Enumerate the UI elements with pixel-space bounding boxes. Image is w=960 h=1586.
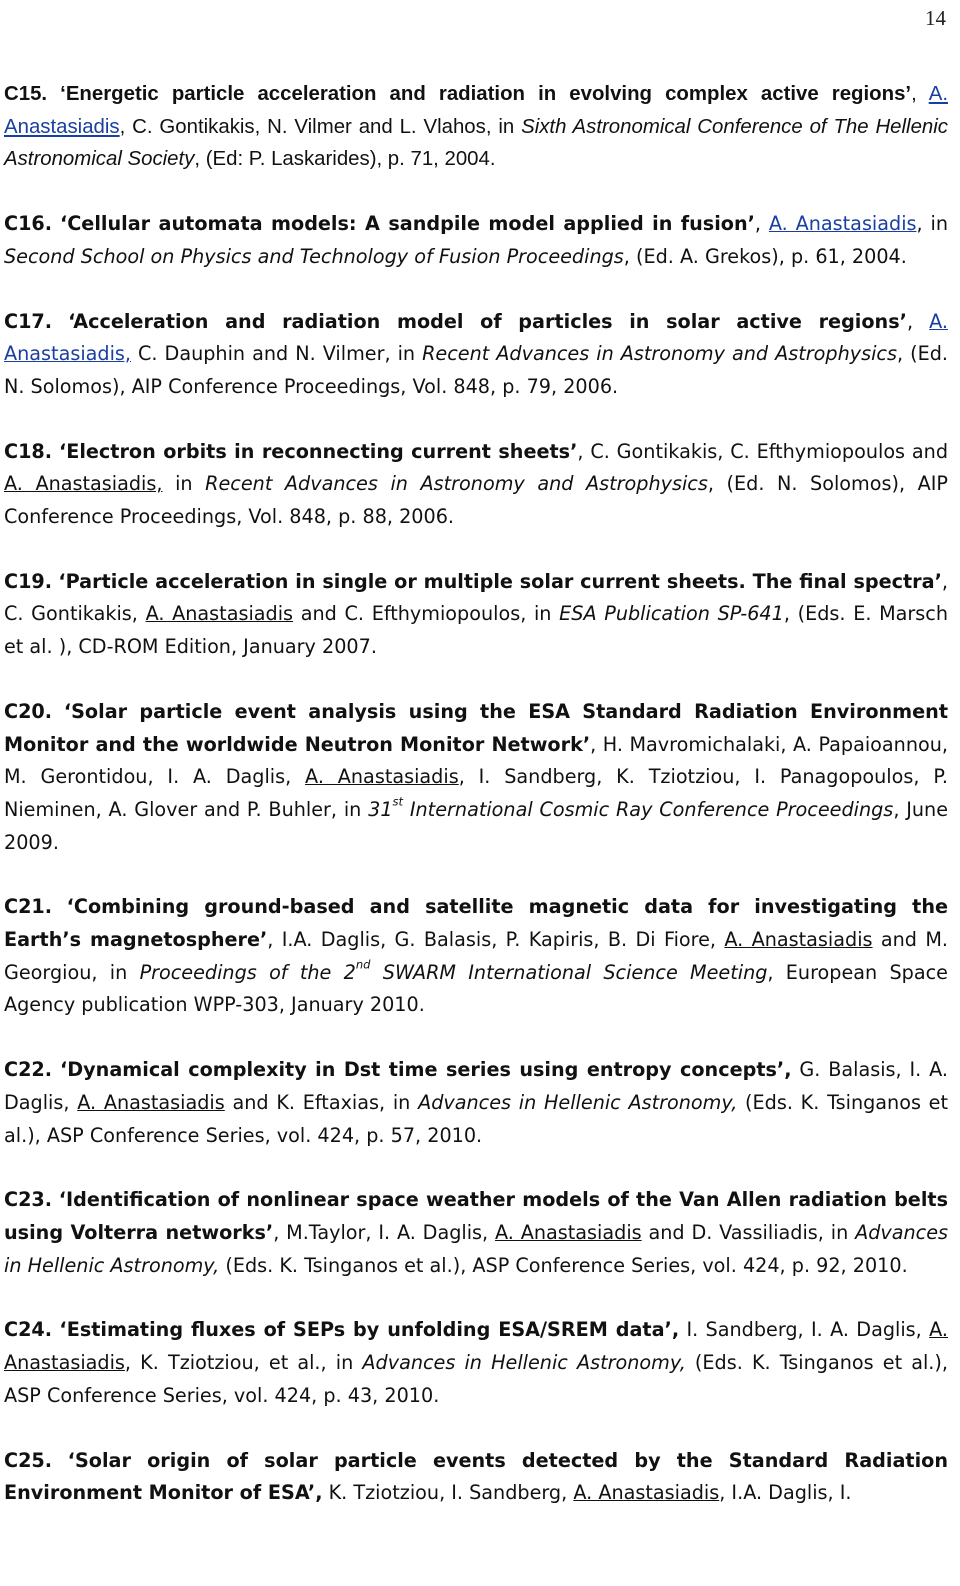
entry-title: ‘Solar particle event analysis using the ESA Standard Radiation Environment Monitor and the worldwide Neutron Monitor Network’	[4, 699, 948, 756]
entry-title: ‘Identification of nonlinear space weather models of the Van Allen radiation belts using Volterra networks’	[4, 1188, 948, 1244]
author-highlight: A. Anastasiadis,	[4, 472, 163, 496]
entry-authors-pre: ,	[754, 212, 769, 236]
entry-title: ‘Combining ground-based and satellite magnetic data for investigating the Earth’s magnetosphere’	[4, 895, 948, 952]
entry-title: ‘Solar origin of solar particle events detected by the Standard Radiation Environment Monitor of ESA’,	[4, 1448, 948, 1505]
entry-venue: Advances in Hellenic Astronomy,	[362, 1351, 686, 1375]
entry-authors-pre: , M.Taylor, I. A. Daglis,	[273, 1220, 495, 1244]
entry-venue-ordinal: st	[392, 794, 404, 809]
entry-tail: , (Ed. A. Grekos), p. 61, 2004.	[623, 244, 907, 268]
author-highlight: A. Anastasiadis	[145, 602, 294, 626]
entry-authors-post: , K. Tziotziou, et al., in	[124, 1351, 363, 1375]
entry-id: C20.	[4, 699, 53, 723]
entry-venue: International Cosmic Ray Conference Proceedings	[403, 797, 894, 821]
entry-tail: , European Space Agency publication WPP-303, January 2010.	[4, 960, 948, 1017]
publication-entry-c17	[4, 306, 948, 404]
publication-entry-c16	[4, 208, 948, 273]
entry-authors-pre: , H. Mavromichalaki, A. Papaioannou, M. Gerontidou, I. A. Daglis,	[4, 732, 948, 789]
author-highlight: A. Anastasiadis	[495, 1220, 642, 1244]
publication-entry-c18	[4, 436, 948, 534]
entry-id: C24.	[4, 1318, 53, 1342]
entry-id: C21.	[4, 895, 53, 919]
entry-authors-post: and K. Eftaxias, in	[224, 1090, 419, 1114]
entry-venue-prefix: 31	[368, 797, 393, 821]
author-highlight: A. Anastasiadis	[77, 1090, 225, 1114]
entry-authors-pre: ,	[906, 309, 930, 333]
author-highlight: A. Anastasiadis	[4, 1318, 948, 1375]
entry-id: C19.	[4, 569, 53, 593]
entry-title: ‘Cellular automata models: A sandpile model applied in fusion’	[59, 212, 755, 236]
entry-title: ‘Energetic particle acceleration and radiation in evolving complex active regions’	[60, 83, 912, 105]
entry-venue-ordinal: nd	[355, 957, 371, 972]
entry-authors-post: , C. Gontikakis, N. Vilmer and L. Vlahos, in	[119, 115, 522, 138]
author-highlight: A. Anastasiadis	[4, 83, 948, 138]
entry-title: ‘Acceleration and radiation model of particles in solar active regions’	[68, 309, 907, 333]
entry-title: ‘Estimating fluxes of SEPs by unfolding ESA/SREM data’,	[59, 1318, 680, 1342]
publication-entry-c23	[4, 1184, 948, 1282]
entry-title: ‘Particle acceleration in single or multiple solar current sheets. The final spectra’	[58, 569, 942, 593]
entry-id: C16.	[4, 212, 53, 236]
publication-entry-c19	[4, 566, 948, 664]
entry-authors-pre: , C. Gontikakis,	[4, 569, 948, 626]
entry-authors-pre: , I.A. Daglis, G. Balasis, P. Kapiris, B. Di Fiore,	[267, 928, 725, 952]
entry-id: C15.	[4, 83, 48, 105]
publication-entry-c24	[4, 1314, 948, 1412]
entry-id: C17.	[4, 309, 53, 333]
author-highlight: A. Anastasiadis	[724, 928, 873, 952]
entry-tail: (Eds. K. Tsinganos et al.), ASP Conference Series, vol. 424, p. 43, 2010.	[4, 1351, 948, 1407]
entry-venue-prefix: Proceedings of the 2	[139, 960, 356, 984]
entry-authors-pre: , C. Gontikakis, C. Efthymiopoulos and	[577, 439, 949, 463]
entry-id: C25.	[4, 1448, 53, 1472]
entry-authors-post: , I. Sandberg, K. Tziotziou, I. Panagopoulos, P. Nieminen, A. Glover and P. Buhler, in	[4, 765, 948, 821]
entry-tail: (Eds. K. Tsinganos et al.), ASP Conference Series, vol. 424, p. 92, 2010.	[219, 1253, 908, 1277]
entry-venue: Recent Advances in Astronomy and Astrophysics	[205, 472, 708, 496]
entry-venue: Sixth Astronomical Conference of The Hellenic Astronomical Society	[4, 115, 948, 171]
entry-id: C22.	[4, 1058, 53, 1082]
entry-authors-pre: G. Balasis, I. A. Daglis,	[4, 1058, 949, 1114]
entry-tail: , (Ed: P. Laskarides), p. 71, 2004.	[194, 148, 496, 171]
author-highlight: A. Anastasiadis	[573, 1481, 720, 1505]
entry-authors-pre: ,	[911, 83, 929, 105]
author-highlight: A. Anastasiadis	[768, 212, 917, 236]
publication-entry-c25	[4, 1445, 948, 1510]
entry-tail: , (Ed. N. Solomos), AIP Conference Proceedings, Vol. 848, p. 79, 2006.	[4, 342, 948, 398]
entry-venue: Second School on Physics and Technology of Fusion Proceedings	[4, 244, 624, 268]
entry-venue: Recent Advances in Astronomy and Astrophysics	[422, 342, 897, 366]
publication-entry-c21	[4, 891, 948, 1022]
entry-tail: , (Ed. N. Solomos), AIP Conference Proceedings, Vol. 848, p. 88, 2006.	[4, 472, 948, 529]
entry-id: C18.	[4, 439, 53, 463]
entry-authors-pre: K. Tziotziou, I. Sandberg,	[322, 1481, 574, 1505]
author-highlight: A. Anastasiadis,	[4, 309, 948, 366]
entry-venue: ESA Publication SP-641	[559, 602, 784, 626]
entry-authors-post: , in	[916, 212, 948, 236]
author-highlight: A. Anastasiadis	[305, 765, 459, 789]
publication-entry-c22	[4, 1054, 948, 1152]
entry-venue: Advances in Hellenic Astronomy,	[4, 1220, 949, 1277]
entry-id: C23.	[4, 1188, 53, 1212]
publication-list	[4, 78, 948, 1542]
entry-authors-post: and D. Vassiliadis, in	[641, 1220, 856, 1244]
entry-title: ‘Dynamical complexity in Dst time series using entropy concepts’,	[59, 1058, 792, 1082]
entry-title: ‘Electron orbits in reconnecting current sheets’	[58, 439, 578, 463]
entry-authors-post: and M. Georgiou, in	[4, 928, 948, 984]
page-number: 14	[925, 6, 946, 30]
entry-venue: SWARM International Science Meeting	[370, 960, 768, 984]
publication-entry-c20	[4, 696, 948, 860]
entry-authors-post: and C. Efthymiopoulos, in	[293, 602, 560, 626]
entry-authors-post: in	[162, 472, 206, 496]
entry-authors-pre: I. Sandberg, I. A. Daglis,	[679, 1318, 930, 1342]
entry-venue: Advances in Hellenic Astronomy,	[418, 1090, 738, 1114]
entry-tail: , June 2009.	[4, 797, 949, 854]
entry-tail: (Eds. K. Tsinganos et al.), ASP Conference Series, vol. 424, p. 57, 2010.	[4, 1090, 949, 1147]
entry-authors-post: C. Dauphin and N. Vilmer, in	[131, 342, 423, 366]
entry-tail: , (Eds. E. Marsch et al. ), CD-ROM Edition, January 2007.	[4, 602, 949, 659]
publication-entry-c15	[4, 78, 948, 176]
entry-authors-post: , I.A. Daglis, I.	[719, 1481, 852, 1505]
